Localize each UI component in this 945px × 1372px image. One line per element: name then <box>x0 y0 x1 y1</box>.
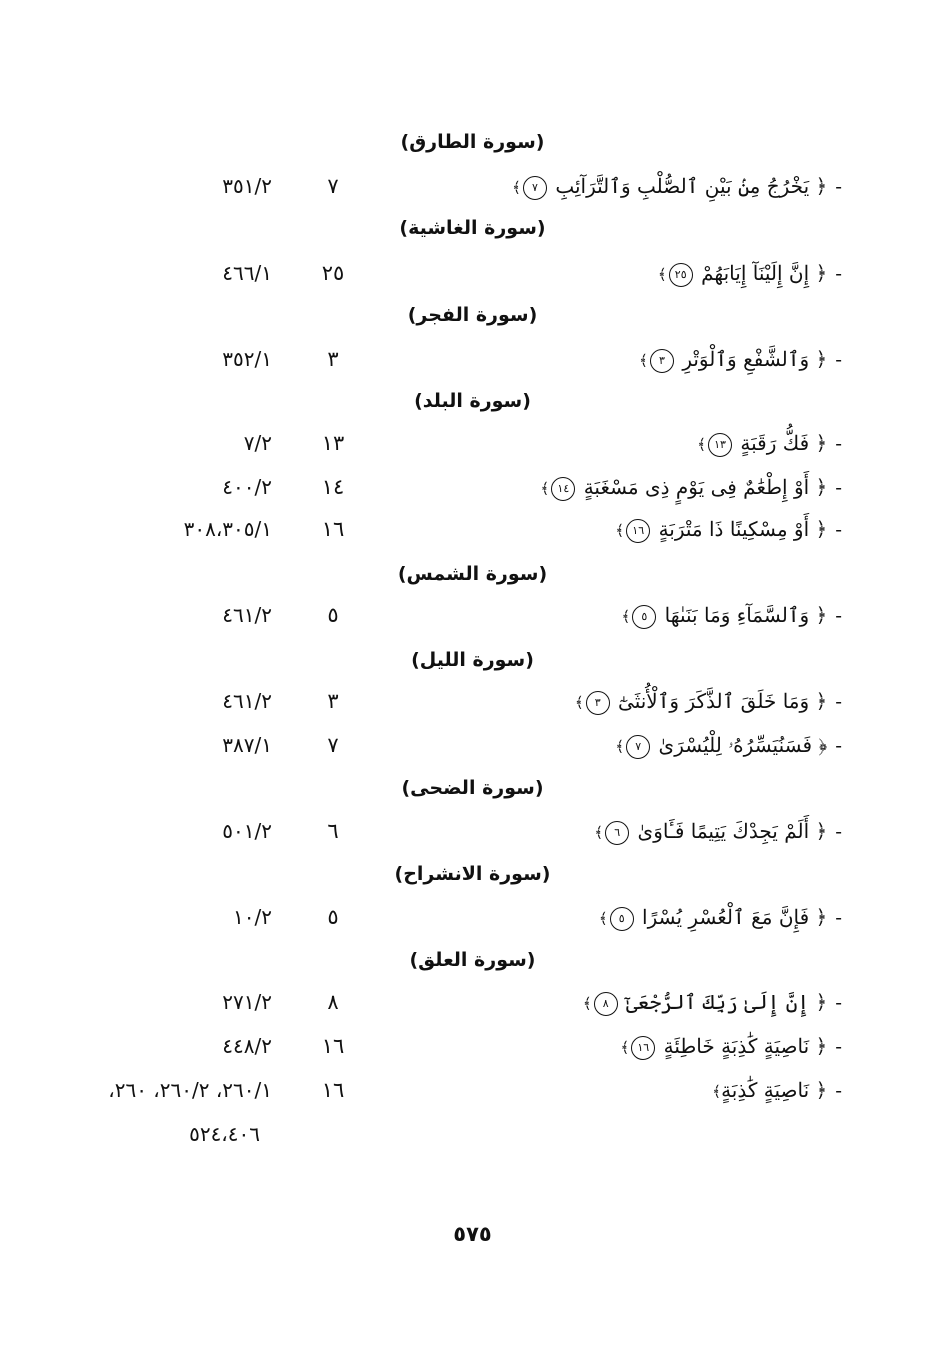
verse-text <box>712 1072 842 1110</box>
index-entry <box>0 425 945 461</box>
verse-words: ﴿ إِنَّ إِلَىٰ رَبِّكَ ٱلرُّجْعَىٰٓ <box>626 990 828 1014</box>
surah-heading: (سورة البلد) <box>414 390 531 412</box>
verse-number-medallion: ٥ <box>610 907 634 931</box>
closing-bracket-ornament: ﴾ <box>621 607 631 626</box>
index-entry <box>0 984 945 1020</box>
page-reference: ٢٦٠/١، ٢٦٠/٢، ٢٦٠، <box>108 1078 272 1102</box>
verse-text <box>599 899 842 937</box>
verse-number-medallion: ٣ <box>586 691 610 715</box>
page-reference: ٤٤٨/٢ <box>222 1034 272 1058</box>
entry-dash: - <box>835 517 842 541</box>
closing-bracket-ornament: ﴾ <box>540 479 550 498</box>
verse-number-medallion: ٥ <box>632 605 656 629</box>
verse-text <box>615 511 842 549</box>
index-entry <box>0 813 945 849</box>
verse-words: ﴿ فَكُّ رَقَبَةٍ <box>740 431 828 455</box>
verse-number: ١٤ <box>321 475 345 499</box>
index-entry <box>0 341 945 377</box>
verse-words: ﴿ أَوْ إِطْعَٰمٌ فِى يَوْمٍ ذِى مَسْغَبَةٍ <box>583 475 828 499</box>
surah-heading: (سورة الغاشية) <box>399 217 546 239</box>
index-entry <box>0 1072 945 1108</box>
surah-heading: (سورة الليل) <box>411 649 534 671</box>
verse-number: ٢٥ <box>321 261 345 285</box>
index-entry <box>0 255 945 291</box>
index-entry <box>0 168 945 204</box>
entry-dash: - <box>835 689 842 713</box>
verse-text <box>541 469 842 507</box>
entry-dash: - <box>835 347 842 371</box>
entry-dash: - <box>835 733 842 757</box>
closing-bracket-ornament: ﴾ <box>639 351 648 370</box>
verse-number-medallion: ٧ <box>523 176 547 200</box>
surah-heading: (سورة الفجر) <box>407 304 538 326</box>
page-reference: ٤٦١/٢ <box>222 603 272 627</box>
verse-number: ١٣ <box>321 431 345 455</box>
verse-number-medallion: ٢٥ <box>669 263 693 287</box>
verse-text <box>620 1028 842 1066</box>
index-entry <box>0 597 945 633</box>
page-reference: ١٠/٢ <box>233 905 272 929</box>
page-reference-continued: ٥٢٤،٤٠٦ <box>189 1122 260 1146</box>
page-reference: ٣٨٧/١ <box>222 733 272 757</box>
surah-heading: (سورة الانشراح) <box>394 863 551 885</box>
index-entry <box>0 683 945 719</box>
verse-words: ﴿ أَوْ مِسْكِينًا ذَا مَتْرَبَةٍ <box>658 517 828 541</box>
verse-number: ١٦ <box>321 1034 345 1058</box>
verse-text <box>583 984 842 1022</box>
verse-words: ﴿ فَإِنَّ مَعَ ٱلْعُسْرِ يُسْرًا <box>642 905 828 929</box>
surah-heading: (سورة الطارق) <box>400 131 545 153</box>
page-reference: ٥٠١/٢ <box>222 819 272 843</box>
verse-number: ٦ <box>327 819 339 843</box>
page-reference: ٣٥٢/١ <box>222 347 272 371</box>
verse-number: ٥ <box>327 603 339 627</box>
verse-number: ٨ <box>327 990 339 1014</box>
verse-words: ﴿ أَلَمْ يَجِدْكَ يَتِيمًا فَـَٔاوَىٰ <box>637 819 828 843</box>
surah-heading: (سورة الضحى) <box>401 777 544 799</box>
entry-dash: - <box>835 1078 842 1102</box>
page-reference: ٤٠٠/٢ <box>222 475 272 499</box>
entry-dash: - <box>835 990 842 1014</box>
verse-number: ٧ <box>327 174 339 198</box>
verse-number-medallion: ٣ <box>650 349 674 373</box>
verse-text <box>615 727 842 765</box>
page-reference: ٢٧١/٢ <box>222 990 272 1014</box>
index-entry <box>0 469 945 505</box>
verse-words: ﴿ إِنَّ إِلَيْنَآ إِيَابَهُمْ <box>701 261 828 285</box>
page-reference: ٣٠٨،٣٠٥/١ <box>183 517 272 541</box>
verse-number-medallion: ٨ <box>594 992 618 1016</box>
verse-number: ٣ <box>327 689 339 713</box>
page-reference: ٣٥١/٢ <box>222 174 272 198</box>
surah-heading: (سورة الشمس) <box>397 563 548 585</box>
entry-dash: - <box>835 431 842 455</box>
verse-number-medallion: ١٤ <box>551 477 575 501</box>
verse-text <box>575 683 842 721</box>
verse-number-medallion: ٧ <box>626 735 650 759</box>
closing-bracket-ornament: ﴾ <box>598 909 608 928</box>
verse-text <box>658 255 842 293</box>
verse-number-medallion: ٦ <box>605 821 629 845</box>
verse-number: ١٦ <box>321 1078 345 1102</box>
verse-words: ﴿ فَسَنُيَسِّرُهُۥ لِلْيُسْرَىٰ <box>658 733 828 757</box>
index-entry <box>0 511 945 547</box>
verse-number: ٣ <box>327 347 339 371</box>
entry-dash: - <box>835 475 842 499</box>
entry-dash: - <box>835 603 842 627</box>
verse-text <box>622 597 843 635</box>
verse-words: ﴿ يَخْرُجُ مِنۢ بَيْنِ ٱلصُّلْبِ وَٱلتَّرَآئِبِ <box>555 174 828 198</box>
verse-words: ﴿ نَاصِيَةٍ كَٰذِبَةٍ خَاطِئَةٍ <box>663 1034 828 1058</box>
verse-text <box>512 168 842 206</box>
verse-number: ١٦ <box>321 517 345 541</box>
closing-bracket-ornament: ﴾ <box>657 265 667 284</box>
verse-number: ٥ <box>327 905 339 929</box>
index-entry <box>0 727 945 763</box>
verse-words: ﴿ نَاصِيَةٍ كَٰذِبَةٍ <box>721 1078 828 1102</box>
verse-number-medallion: ١٦ <box>626 519 650 543</box>
index-entry <box>0 899 945 935</box>
surah-heading: (سورة العلق) <box>409 949 536 971</box>
entry-dash: - <box>835 1034 842 1058</box>
closing-bracket-ornament: ﴾ <box>620 1038 630 1057</box>
closing-bracket-ornament: ﴾ <box>512 178 521 197</box>
closing-bracket-ornament: ﴾ <box>582 994 592 1013</box>
entry-dash: - <box>835 819 842 843</box>
entry-dash: - <box>835 261 842 285</box>
closing-bracket-ornament: ﴾ <box>712 1082 722 1101</box>
page-reference: ٤٦١/٢ <box>222 689 272 713</box>
verse-text <box>639 341 842 379</box>
closing-bracket-ornament: ﴾ <box>574 693 584 712</box>
closing-bracket-ornament: ﴾ <box>615 521 625 540</box>
entry-dash: - <box>835 905 842 929</box>
verse-words: ﴿ وَمَا خَلَقَ ٱلذَّكَرَ وَٱلْأُنثَىٰٓ <box>618 689 828 713</box>
verse-text <box>594 813 842 851</box>
verse-words: ﴿ وَٱلسَّمَآءِ وَمَا بَنَىٰهَا <box>664 603 828 627</box>
page-reference: ٤٦٦/١ <box>222 261 272 285</box>
verse-number-medallion: ١٣ <box>708 433 732 457</box>
closing-bracket-ornament: ﴾ <box>594 823 604 842</box>
page-number: ٥٧٥ <box>453 1222 492 1246</box>
index-entry <box>0 1028 945 1064</box>
page-reference: ٧/٢ <box>243 431 272 455</box>
verse-number: ٧ <box>327 733 339 757</box>
closing-bracket-ornament: ﴾ <box>615 737 625 756</box>
closing-bracket-ornament: ﴾ <box>697 435 707 454</box>
verse-number-medallion: ١٦ <box>631 1036 655 1060</box>
verse-text <box>697 425 842 463</box>
entry-dash: - <box>835 174 842 198</box>
verse-words: ﴿ وَٱلشَّفْعِ وَٱلْوَتْرِ <box>682 347 828 371</box>
